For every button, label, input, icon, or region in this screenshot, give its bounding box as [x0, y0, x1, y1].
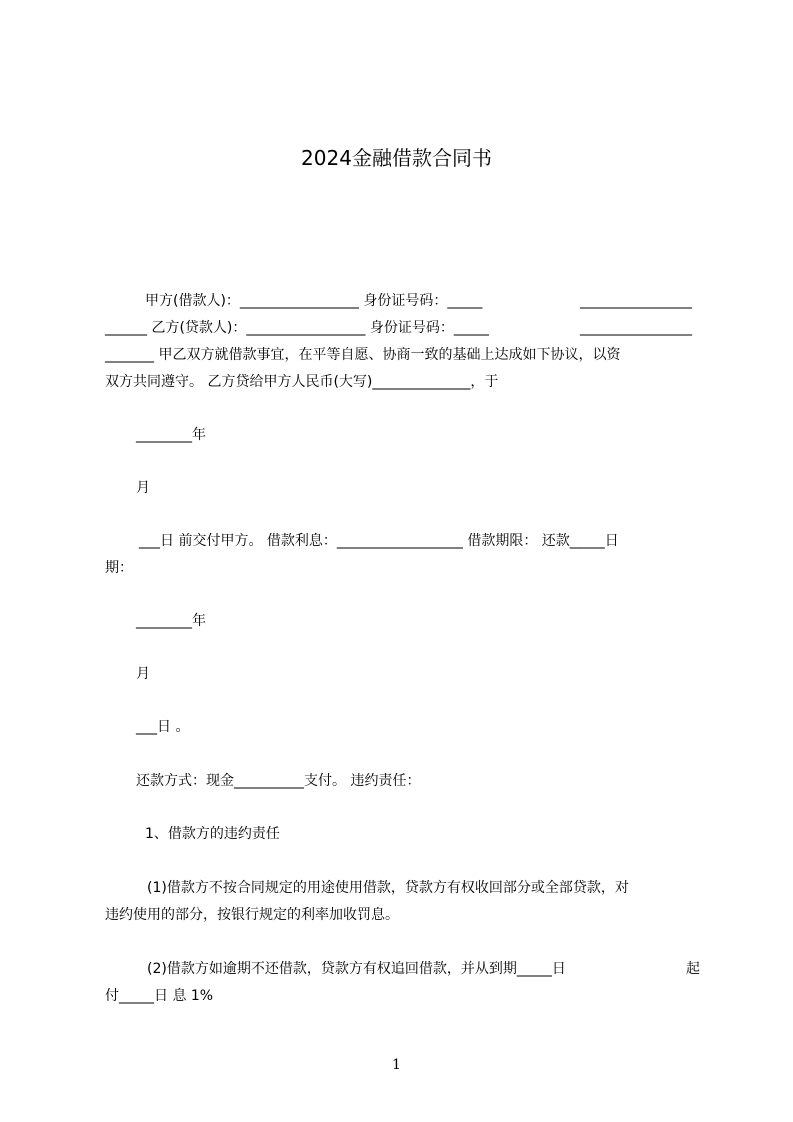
document-title: 2024金融借款合同书: [301, 146, 492, 170]
repay-year: ________年: [136, 613, 206, 629]
section-heading-borrower-liability: 1、借款方的违约责任: [145, 826, 280, 842]
clause-2-line-end: 起: [686, 961, 700, 977]
clause-1-line-cont: 违约使用的部分，按银行规定的利率加收罚息。: [105, 907, 399, 923]
clause-1-line: (1)借款方不按合同规定的用途使用借款，贷款方有权收回部分或全部贷款，对: [147, 880, 629, 896]
repayment-method-line: 还款方式：现金__________支付。 违约责任：: [136, 773, 421, 789]
clause-2-line: (2)借款方如逾期不还借款，贷款方有权追回借款，并从到期_____日: [147, 961, 566, 977]
loan-terms-line-cont: 期：: [105, 560, 133, 576]
delivery-month: 月: [136, 480, 150, 496]
party-b-line: ______ 乙方(贷款人)：_________________ 身份证号码：_____: [105, 320, 489, 336]
loan-amount-line: 双方共同遵守。 乙方贷给甲方人民币(大写)______________，于: [105, 374, 499, 390]
delivery-year: ________年: [136, 427, 206, 443]
party-a-line: 甲方(借款人)：_________________ 身份证号码：_____: [145, 293, 483, 309]
party-a-blank: ________________: [580, 293, 692, 309]
repay-day: ___日 。: [136, 719, 190, 735]
agreement-intro-line: _______ 甲乙双方就借款事宜，在平等自愿、协商一致的基础上达成如下协议，以资: [105, 347, 621, 363]
party-b-blank: ________________: [580, 320, 692, 336]
loan-terms-line: ___日 前交付甲方。 借款利息：__________________ 借款期限： 还款_____日: [139, 533, 619, 549]
page-number: 1: [392, 1057, 401, 1073]
clause-2-line-cont: 付_____日 息 1%: [105, 988, 214, 1004]
repay-month: 月: [136, 666, 150, 682]
